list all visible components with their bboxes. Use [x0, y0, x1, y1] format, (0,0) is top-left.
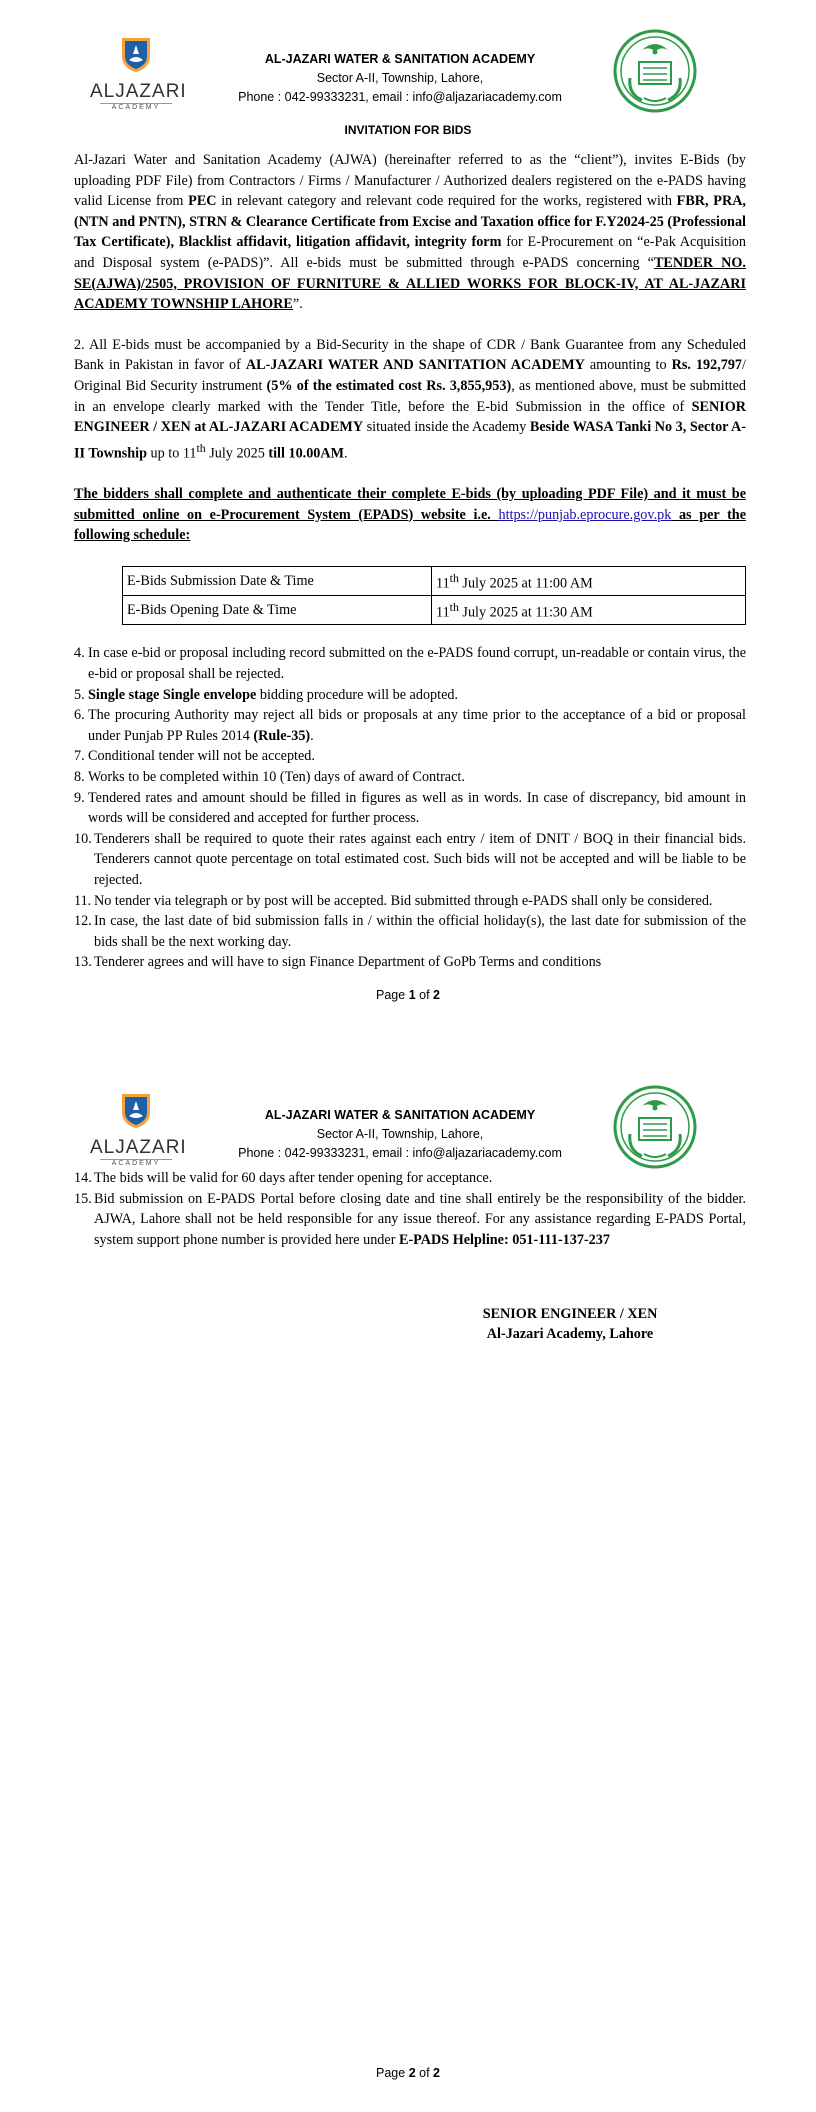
p1-text-d: ”.: [292, 296, 303, 313]
list-item: [74, 643, 746, 684]
paragraph-1: [74, 150, 746, 315]
p2-location: Beside WASA Tanki No 3, Sector A-II Township: [74, 419, 746, 462]
item-text: Conditional tender will not be accepted.: [88, 748, 315, 765]
p1-text-a: Al-Jazari Water and Sanitation Academy (AJWA) (hereinafter referred to as the “client”), invites E-Bids (by uploading PDF File) from Contractors / Firms / Manufacturer / Authorized dealers registered on the e-PADS having valid License from: [74, 152, 746, 210]
table-row: [123, 596, 746, 625]
list-item: [74, 952, 746, 973]
letterhead: [0, 0, 816, 110]
p3-text-b: be submitted online on e-Procurement System (EPADS) website i.e.: [74, 486, 746, 523]
punjab-seal-icon: [612, 28, 698, 114]
list-item: [74, 788, 746, 829]
page-current: 2: [408, 2066, 416, 2080]
punjab-seal-icon: [612, 1084, 698, 1170]
paragraph-2: [74, 335, 746, 464]
tender-title: TENDER NO. SE(AJWA)/2505, PROVISION OF FURNITURE & ALLIED WORKS FOR BLOCK-IV, AT AL-JAZARI ACADEMY TOWNSHIP LAHORE: [74, 254, 746, 313]
page-number: [0, 2066, 816, 2080]
org-name: AL-JAZARI WATER & SANITATION ACADEMY: [264, 52, 536, 66]
logo-sub: ACADEMY: [100, 103, 172, 111]
list-item: [74, 891, 746, 912]
p2-text-e: situated inside the Academy: [363, 419, 530, 436]
epads-helpline: E-PADS Helpline: 051-111-137-237: [398, 1231, 610, 1248]
page-current: 1: [408, 988, 416, 1002]
aljazari-logo: [90, 34, 187, 111]
page-word: Page: [376, 988, 409, 1002]
list-item: [74, 911, 746, 952]
item-text: The procuring Authority may reject all bids or proposals at any time prior to the acceptance of a bid or proposal under Punjab PP Rules 2014: [88, 707, 746, 744]
org-address: Sector A-II, Township, Lahore,: [316, 1127, 484, 1141]
item-text: Tendered rates and amount should be filled in figures as well as in words. In case of discrepancy, bid amount in words will be considered and accepted for further process.: [88, 789, 746, 827]
item-text: Tenderer agrees and will have to sign Finance Department of GoPb Terms and conditions: [94, 954, 602, 971]
item-text: Tenderers shall be required to quote their rates against each entry / item of DNIT / BOQ in their financial bids. Tenderers cannot quote percentage on total estimated cost. Such bids will not be accepted and will be liable to be rejected.: [94, 830, 746, 889]
p1-registrations: FBR, PRA, (NTN and PNTN), STRN & Clearance Certificate from Excise and Taxation office for F.Y2024-25 (Professional Tax Certificate), Blacklist affidavit, litigation affidavit, integrity form: [74, 193, 746, 251]
schedule-rest: July 2025 at 11:00 AM: [458, 575, 593, 592]
item-number: 15.: [74, 1190, 92, 1207]
item-bold: (Rule-35): [253, 727, 311, 744]
signature-block: [420, 1304, 720, 1344]
schedule-value: [432, 566, 746, 595]
list-item: [74, 829, 746, 891]
item-text-end: .: [310, 727, 314, 744]
page-total: 2: [433, 2066, 440, 2080]
item-text: No tender via telegraph or by post will be accepted. Bid submitted through e-PADS shall only be considered.: [94, 892, 713, 909]
item-number: 13.: [74, 954, 92, 971]
item-number: 4.: [74, 645, 85, 662]
p2-text-b: amounting to: [584, 357, 672, 374]
p2-text-f: up to 11: [146, 445, 197, 462]
item-text: Bid submission on E-PADS Portal before closing date and tine shall entirely be the responsibility of the bidder. AJWA, Lahore shall not be held responsible for any issue thereof. For any assistance regarding E-PADS Portal, system support phone number is provided here under: [94, 1190, 746, 1248]
p2-text-h: .: [344, 445, 348, 462]
p2-text-g: July 2025: [205, 445, 269, 462]
item-number: 6.: [74, 707, 85, 724]
list-item: [74, 705, 746, 746]
p1-text-c: for E-Procurement on “e-Pak Acquisition and Disposal system (e-PADS)”. All e-bids must be submitted through e-PADS concerning “: [74, 234, 746, 271]
item-text: In case, the last date of bid submission falls in / within the official holiday(s), the last date for submission of the bids shall be the next working day.: [94, 913, 746, 950]
list-item: [74, 685, 746, 706]
p2-payee: AL-JAZARI WATER AND SANITATION ACADEMY: [245, 357, 585, 374]
body-page-1: [74, 150, 746, 973]
body-page-2: [74, 1168, 746, 1250]
schedule-sup: th: [449, 570, 459, 585]
letterhead: [0, 1056, 816, 1166]
logo-sub: ACADEMY: [100, 1159, 172, 1167]
p2-sup: th: [196, 440, 206, 455]
p2-text-d: , as mentioned above, must be submitted in an envelope clearly marked with the Tender Title, before the E-bid Submission in the office of: [74, 377, 746, 415]
item-number: 11.: [74, 892, 92, 909]
schedule-table: [122, 566, 746, 626]
org-details: [200, 50, 600, 107]
org-address: Sector A-II, Township, Lahore,: [316, 71, 484, 85]
page-word: Page: [376, 2066, 409, 2080]
list-item: [74, 746, 746, 767]
item-number: 12.: [74, 913, 92, 930]
schedule-day: 11: [436, 575, 450, 592]
org-name: AL-JAZARI WATER & SANITATION ACADEMY: [264, 1108, 536, 1122]
paragraph-3: [74, 484, 746, 546]
schedule-day: 11: [436, 604, 450, 621]
list-item: [74, 1168, 746, 1189]
aljazari-logo: [90, 1090, 187, 1167]
schedule-label: E-Bids Submission Date & Time: [123, 566, 432, 595]
table-row: [123, 566, 746, 595]
item-text: Works to be completed within 10 (Ten) days of award of Contract.: [88, 769, 465, 786]
page-number: [0, 988, 816, 1002]
signatory-office: Al-Jazari Academy, Lahore: [486, 1326, 654, 1342]
page-of: of: [415, 988, 434, 1002]
logo-brand: ALJAZARI: [90, 81, 187, 102]
p2-office: SENIOR ENGINEER / XEN at AL-JAZARI ACADEMY: [74, 398, 746, 436]
org-details: [200, 1106, 600, 1163]
p3-text-c: as per the following schedule:: [74, 506, 746, 544]
item-number: 10.: [74, 830, 92, 847]
schedule-rest: July 2025 at 11:30 AM: [458, 604, 593, 621]
epads-link[interactable]: https://punjab.eprocure.gov.pk: [498, 506, 672, 523]
shield-icon: [116, 34, 156, 74]
schedule-label: E-Bids Opening Date & Time: [123, 596, 432, 625]
item-number: 8.: [74, 769, 85, 786]
list-item: [74, 1189, 746, 1251]
document-title: INVITATION FOR BIDS: [344, 123, 472, 137]
p1-text-b: in relevant category and relevant code required for the works, registered with: [216, 193, 677, 210]
p2-text-c: / Original Bid Security instrument: [74, 357, 746, 394]
p2-deadline: till 10.00AM: [268, 445, 345, 462]
schedule-value: [432, 596, 746, 625]
org-contact: Phone : 042-99333231, email : info@aljazariacademy.com: [238, 1146, 562, 1160]
p3-must: must: [696, 486, 727, 503]
terms-list: [74, 643, 746, 973]
item-text: In case e-bid or proposal including record submitted on the e-PADS found corrupt, un-readable or contain virus, the e-bid or proposal shall be rejected.: [88, 645, 746, 683]
list-item: [74, 767, 746, 788]
item-text: The bids will be valid for 60 days after tender opening for acceptance.: [94, 1170, 493, 1186]
estimated-cost: (5% of the estimated cost Rs. 3,855,953): [266, 377, 512, 394]
item-number: 9.: [74, 789, 85, 806]
page-2: [0, 1056, 816, 2112]
item-number: 14.: [74, 1170, 92, 1186]
schedule-sup: th: [449, 600, 459, 615]
page-of: of: [415, 2066, 434, 2080]
bid-security-amount: Rs. 192,797: [671, 357, 743, 374]
logo-brand: ALJAZARI: [90, 1137, 187, 1158]
p2-text-a: 2. All E-bids must be accompanied by a Bid-Security in the shape of CDR / Bank Guarantee from any Scheduled Bank in Pakistan in favor of: [74, 336, 746, 374]
signatory-title: SENIOR ENGINEER / XEN: [482, 1306, 658, 1322]
shield-icon: [116, 1090, 156, 1130]
terms-list: [74, 1168, 746, 1250]
item-bold: Single stage Single envelope: [88, 686, 257, 703]
org-contact: Phone : 042-99333231, email : info@aljazariacademy.com: [238, 90, 562, 104]
item-text: bidding procedure will be adopted.: [256, 686, 459, 703]
p3-text-a: The bidders shall complete and authenticate their complete E-bids (by uploading PDF File) and it: [74, 486, 697, 503]
item-number: 7.: [74, 748, 85, 765]
item-number: 5.: [74, 686, 85, 703]
p1-pec: PEC: [188, 193, 217, 210]
page-total: 2: [433, 988, 440, 1002]
